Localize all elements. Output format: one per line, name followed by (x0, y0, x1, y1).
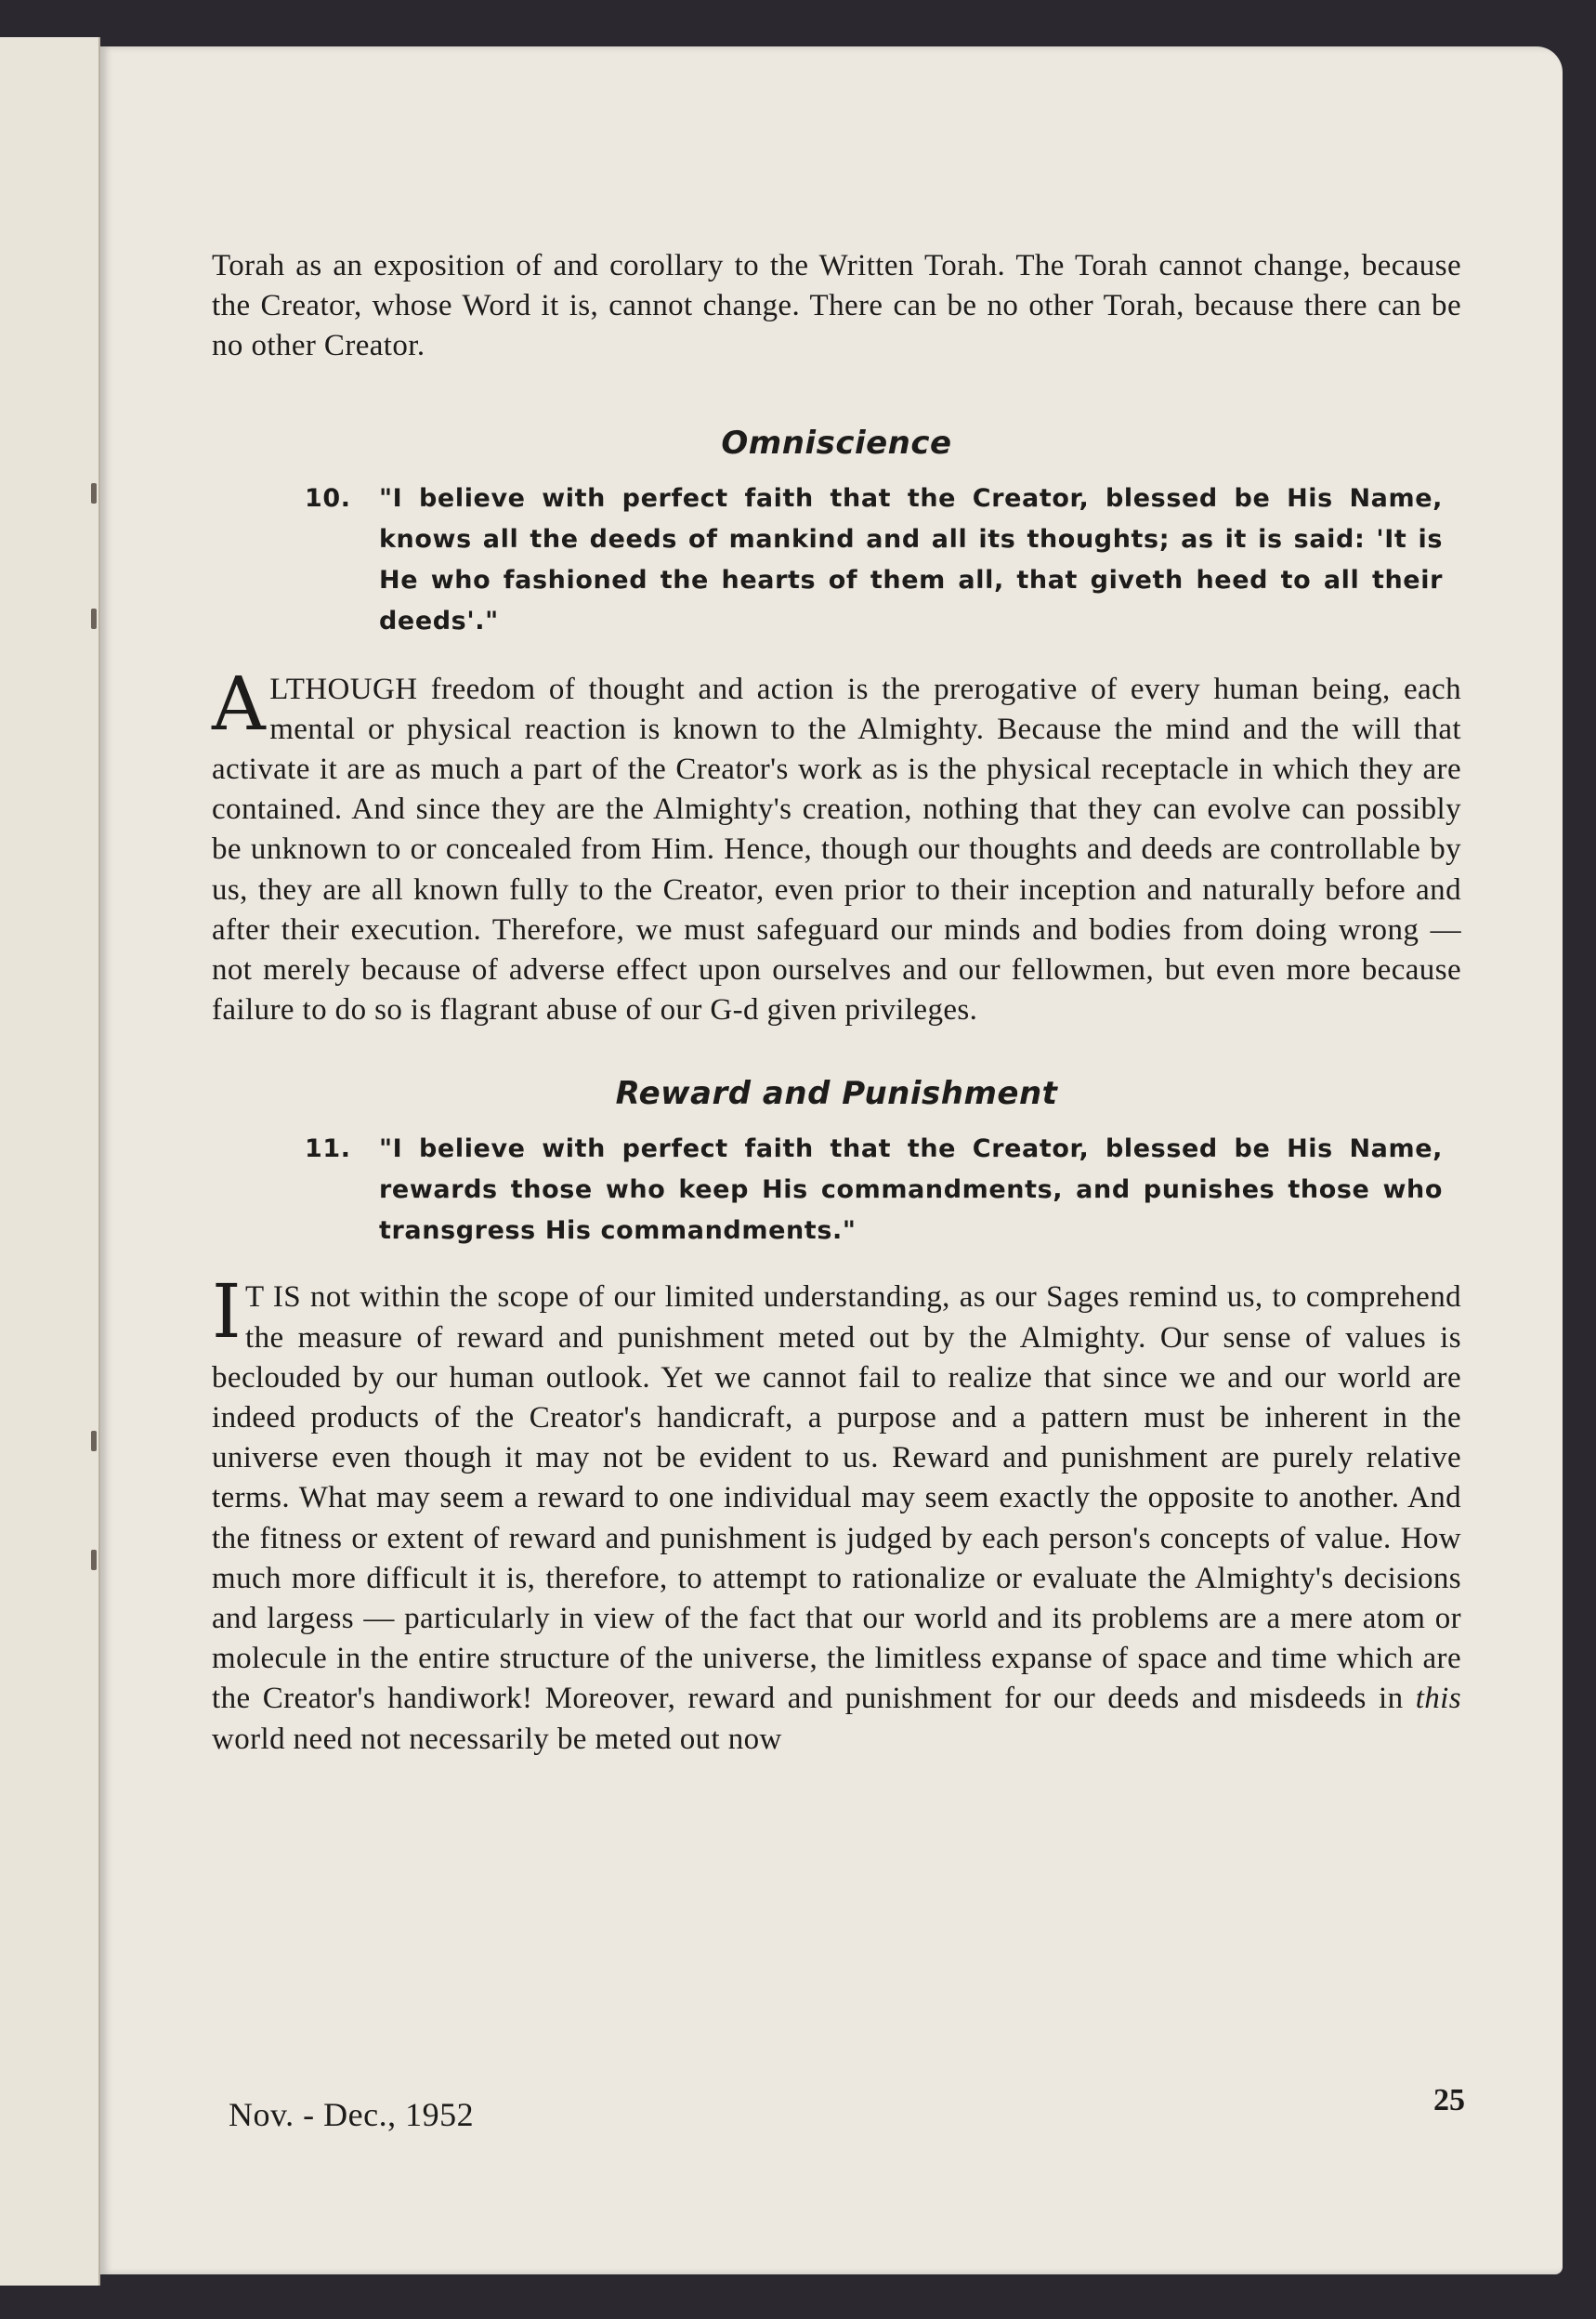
binding-stitch (91, 609, 97, 629)
section-title-omniscience: Omniscience (721, 424, 952, 462)
facing-page-edge (0, 37, 100, 2286)
drop-cap: I (212, 1268, 242, 1356)
issue-date: Nov. - Dec., 1952 (229, 2096, 475, 2133)
article-11 (212, 1129, 1461, 1251)
omniscience-body (212, 660, 1461, 1031)
article-text: "I believe with perfect faith that the Creator, blessed be His Name, knows all the deeds of mankind and all its thoughts; as it is said: 'It is He who fashioned the hearts of them all, that giveth heed to all their deeds'." (379, 483, 1443, 635)
article-number: 11. (305, 1134, 351, 1164)
magazine-page (100, 46, 1563, 2274)
article-number: 10. (305, 483, 351, 513)
body-text-end: world need not necessarily be meted out now (212, 1722, 782, 1756)
binding-stitch (91, 483, 97, 504)
binding-stitch (91, 1550, 97, 1570)
drop-cap: A (212, 660, 267, 747)
section-title-reward: Reward and Punishment (615, 1075, 1058, 1113)
article-text: "I believe with perfect faith that the Creator, blessed be His Name, rewards those who keep His commandments, and punishes those who transgress His commandments." (379, 1134, 1443, 1246)
body-emphasis: this (1415, 1682, 1461, 1716)
article-10 (212, 478, 1461, 642)
binding-stitch (91, 1431, 97, 1451)
page-number: 25 (1433, 2083, 1465, 2117)
page-content (212, 246, 1461, 1760)
body-text: LTHOUGH freedom of thought and action is the prerogative of every human being, each mental or physical reaction is known to the Almighty. Because the mind and the will that activate it are as much a part of the Creator's work as is the physical receptacle in which they are contained. And since they are the Almighty's creation, nothing that they can evolve can possibly be unknown to or concealed from Him. Hence, though our thoughts and deeds are controllable by us, they are all known fully to the Creator, even prior to their inception and naturally before and after their execution. Therefore, we must safeguard our minds and bodies from doing wrong — not merely because of adverse effect upon ourselves and our fellowmen, but even more because failure to do so is flagrant abuse of our G-d given privileges. (212, 672, 1461, 1028)
reward-body (212, 1268, 1461, 1759)
intro-paragraph: Torah as an exposition of and corollary to the Written Torah. The Torah cannot change, because the Creator, whose Word it is, cannot change. There can be no other Torah, because there can be no other Creator. (212, 249, 1461, 363)
body-text: T IS not within the scope of our limited understanding, as our Sages remind us, to comprehend the measure of reward and punishment meted out by the Almighty. Our sense of values is beclouded by our human outlook. Yet we cannot fail to realize that since we and our world are indeed products of the Creator's handicraft, a purpose and a pattern must be inherent in the universe even though it may not be evident to us. Reward and punishment are purely relative terms. What may seem a reward to one individual may seem exactly the opposite to another. And the fitness or extent of reward and punishment is judged by each person's concepts of value. How much more difficult it is, therefore, to attempt to rationalize or evaluate the Almighty's decisions and largess — particularly in view of the fact that our world and its problems are a mere atom or molecule in the entire structure of the universe, the limitless expanse of space and time which are the Creator's handiwork! Moreover, reward and punishment for our deeds and misdeeds in (212, 1280, 1461, 1716)
